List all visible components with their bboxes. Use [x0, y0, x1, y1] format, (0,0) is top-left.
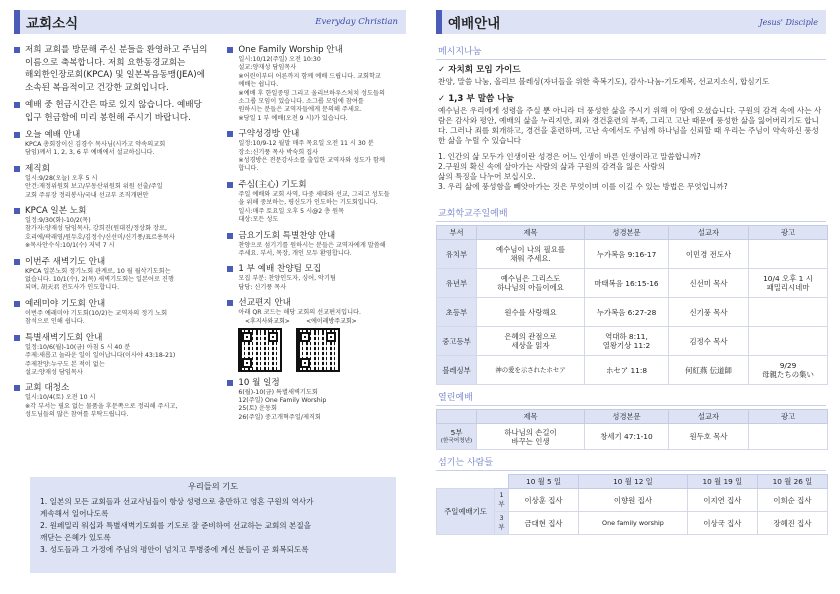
page-title: 예배안내	[448, 16, 501, 32]
news-heading: KPCA 일본 노회	[25, 206, 87, 217]
servant-cell: 이지연 집사	[687, 489, 757, 512]
news-item	[227, 230, 406, 259]
news-body: 일정:10/6(월)-10(금) 아침 5 시 40 분 주제:새롭고 놀라운 일이 일어납니다(이사야 43:18-21) 주제찬양:누구도 본 적이 없는 설교:양재성 담임목사	[25, 343, 176, 376]
divider	[436, 405, 826, 406]
preacher-cell: 신기풍 목사	[669, 298, 749, 327]
news-body: 일정:9/30(화)-10/2(목) 참가자:양재성 담임목사, 강희진(원대진/정상화 장로, 호리에/곽래영/원두호/김정수/신선미/신기풍/표르용목사 ※목사안수식:10/1(수) 저녁 7 시	[25, 217, 175, 250]
service-cell: 1부	[495, 489, 509, 512]
servant-cell: 이향원 집사	[579, 489, 688, 512]
preacher-cell: 원두호 목사	[669, 424, 749, 450]
dept-cell: 중고등부	[437, 327, 477, 356]
servant-cell: 이희순 집사	[757, 489, 827, 512]
servant-cell: 이상훈 집사	[509, 489, 579, 512]
message-heading: ✓ 1,3 부 말씀 나눔	[438, 94, 514, 104]
title-cell: 神の愛を示されたホセア	[477, 356, 585, 385]
column-header: 광고	[749, 410, 828, 424]
dept-cell	[437, 424, 477, 450]
header-accent-bar	[14, 10, 20, 34]
scripture-cell: 누가복음 6:27-28	[585, 298, 669, 327]
news-item	[14, 163, 217, 200]
dept-cell: 블레싱부	[437, 356, 477, 385]
preacher-cell: 이민경 전도사	[669, 240, 749, 269]
dept-cell: 초등부	[437, 298, 477, 327]
table-header-row	[437, 410, 828, 424]
title-cell: 예수님이 나의 필요를 채워 주세요.	[477, 240, 585, 269]
title-cell: 예수님은 그리스도 하나님의 아들이에요	[477, 269, 585, 298]
column-header: 설교자	[669, 226, 749, 240]
table-row	[437, 298, 828, 327]
column-header: 10 월 19 일	[687, 475, 757, 489]
news-body: 일정:10/9-12 월말 매주 목요일 오전 11 시 30 분 장소:신기풍 목사 박숙희 집사 ※성경방은 전문강사소를 출입한 교역자와 성도가 함께 합니다.	[238, 140, 385, 173]
news-heading: 금요기도회 특별찬양 안내	[238, 230, 336, 241]
news-item	[14, 332, 217, 378]
column-header: 성경본문	[585, 226, 669, 240]
divider	[436, 470, 826, 471]
news-heading: 이번주 새벽기도 안내	[25, 256, 106, 267]
preacher-cell: 김정수 목사	[669, 327, 749, 356]
notice-cell	[749, 240, 828, 269]
news-body: 일시:10/12(주일) 오전 10:30 설교:양재성 담임목사 ※어린이부터 어른까지 함께 예배 드립니다. 교회학교 예배는 쉽니다. ※예배 후 한일중영 그리고 올리브하우스처치 성도들의 소그룹 모임이 있습니다. 소그룹 모임에 참여를 원하시는 분들은 교역자들에게 문의해 주세요. ※당일 1 부 예배(오전 9 시)가 있습니다.	[238, 56, 385, 122]
scripture-cell: 창세기 47:1-10	[585, 424, 669, 450]
news-body: 찬양으로 섬기기를 원하시는 분들은 교역자에게 말씀해 주세요. 부서, 목장, 개인 모두 환영합니다.	[238, 241, 386, 257]
servant-cell: 이상국 집사	[687, 512, 757, 535]
table-row	[437, 512, 828, 535]
question-1: 1. 인간의 삶 모두가 인생이란 성경은 어느 인생이 바른 인생이라고 말씀합니까?	[438, 152, 701, 161]
news-heading: 제직회	[25, 163, 50, 174]
qr-code-icon[interactable]	[296, 328, 340, 372]
school-section-title: 교회학교주일예배	[438, 209, 508, 219]
scripture-cell: 역대하 8:11, 열왕기상 11:2	[585, 327, 669, 356]
table-header-row	[437, 226, 828, 240]
column-header: 설교자	[669, 410, 749, 424]
message-heading: ✓ 자치회 모임 가이드	[438, 65, 521, 75]
notice-cell	[749, 327, 828, 356]
notice-cell: 10/4 오후 1 시 패밀리시네마	[749, 269, 828, 298]
school-worship-table	[436, 225, 828, 385]
service-cell: 3부	[495, 512, 509, 535]
news-item	[14, 382, 217, 419]
news-heading: 10 월 일정	[238, 377, 280, 388]
church-news-header	[14, 10, 406, 34]
notice-cell: 9/29 母親たちの集い	[749, 356, 828, 385]
offering-line-1: 예배 중 헌금시간은 따로 있지 않습니다. 예배당	[25, 100, 202, 110]
welcome-line-4: 소속된 복음적이고 건강한 교회입니다.	[25, 82, 169, 93]
column-header: 10 월 12 일	[579, 475, 688, 489]
table-header-row	[437, 475, 828, 489]
news-body: KPCA 총회장이신 김경수 목사님(시카고 약속의교회 담임)께서 1, 2, 3, 6 부 예배에서 설교하십니다.	[25, 141, 166, 157]
news-body: 아래 QR 코드는 해당 교회의 선교편지입니다.	[238, 309, 361, 317]
question-2b: 삶의 특징을 나누어 보십시오.	[438, 172, 536, 181]
page-title: 교회소식	[26, 16, 79, 32]
news-item	[14, 298, 217, 327]
message-block	[436, 63, 826, 192]
news-heading: 구약성경방 안내	[238, 129, 300, 140]
welcome-line-2: 이름으로 축복합니다. 저희 요한동경교회는	[25, 57, 186, 68]
news-heading: 주심(主心) 기도회	[238, 179, 307, 190]
message-section-title: 메시지나눔	[438, 47, 482, 57]
servant-cell: One family worship	[579, 512, 688, 535]
news-body: 모집 부분: 찬양인도자, 싱어, 악기팀 담당: 신기풍 목사	[238, 275, 336, 291]
role-cell: 주일예배기도	[437, 489, 495, 535]
qr-labels	[227, 318, 406, 326]
open-worship-table	[436, 409, 828, 450]
question-3: 3. 우리 삶에 풍성함을 빼앗아가는 것은 무엇이며 이를 이길 수 있는 방법은 무엇입니까?	[438, 182, 728, 191]
notice-cell	[749, 424, 828, 450]
qr-code-icon[interactable]	[238, 328, 282, 372]
table-row	[437, 327, 828, 356]
news-item	[14, 256, 217, 293]
offering-note	[14, 99, 217, 124]
news-heading: 1 부 예배 찬양팀 모집	[238, 264, 322, 275]
preacher-cell: 신선미 목사	[669, 269, 749, 298]
column-header	[495, 475, 509, 489]
column-header: 광고	[749, 226, 828, 240]
header-accent-bar	[436, 10, 442, 34]
prayer-line: 계속해서 일어나도록	[40, 509, 109, 518]
column-header: 제목	[477, 410, 585, 424]
qr-label-fujisawa: <후지사와교회>	[244, 317, 290, 325]
news-heading: 특별새벽기도회 안내	[25, 332, 103, 343]
news-item	[227, 179, 406, 225]
prayer-line: 2. 원페밀리 워십과 특별새벽기도회를 기도로 잘 준비하여 선교하는 교회의 본질을	[40, 521, 312, 530]
news-body: 이번주 예레미야 기도회(10/2)는 교역자의 정기 노회 참석으로 인해 쉽니다.	[25, 309, 168, 326]
right-page	[420, 0, 840, 594]
notice-cell	[749, 298, 828, 327]
news-heading: 오늘 예배 안내	[25, 130, 81, 140]
news-body: 6(월)-10(금) 특별새벽기도회 12(주일) One Family Worship 25(토) 운동회 26(주일) 중고개혁주일/제직회	[238, 388, 327, 421]
qr-label-eire: <에이레방주교회>	[306, 317, 357, 325]
prayer-line: 깨닫는 은혜가 있도록	[40, 533, 111, 542]
serve-section-title: 섬기는 사람들	[438, 458, 494, 468]
prayer-box	[30, 477, 396, 573]
evening-section-title: 열린예배	[438, 393, 473, 403]
title-cell: 하나님의 손길이 바꾸는 인생	[477, 424, 585, 450]
column-header: 성경본문	[585, 410, 669, 424]
news-body: 주일 예배와 교회 사역, 다중 세대와 선교, 그리고 성도들 을 위해 중보하는, 평신도가 인도하는 기도회입니다. 일시:매주 토요일 오후 5 시@2 층 원목 대상:모든 성도	[238, 190, 390, 224]
scripture-cell: 누가복음 9:16-17	[585, 240, 669, 269]
prayer-title: 우리들의 기도	[187, 481, 239, 491]
offering-line-2: 입구 헌금함에 미리 봉헌해 주시기 바랍니다.	[25, 112, 191, 123]
dept-cell: 유치부	[437, 240, 477, 269]
news-body: 일시:9/28(오늘) 오후 5 시 안건:재정위원회 보고/부동산위원회 위원 선출/주일 교회 주류장 정리봉사/국내 선교부 조직개편안	[25, 174, 163, 199]
servants-table	[436, 474, 828, 535]
dept-sublabel: (한국어청년)	[440, 437, 473, 444]
question-2: 2.구원의 확신 속에 살아가는 사람의 삶과 구원의 감격을 잃은 사람의	[438, 162, 666, 171]
table-row	[437, 356, 828, 385]
news-heading: One Family Worship 안내	[238, 45, 343, 55]
column-header: 제목	[477, 226, 585, 240]
title-cell: 은혜의 관점으로 세상을 읽자	[477, 327, 585, 356]
welcome-line-3: 해외한인장로회(KPCA) 및 일본복음동맹(JEA)에	[25, 70, 205, 80]
preacher-cell: 何紅燕 伝道師	[669, 356, 749, 385]
column-header	[437, 475, 495, 489]
news-column-1	[14, 44, 217, 427]
message-paragraph: 찬양, 말씀 나눔, 올리브 블레싱(자녀들을 위한 축복기도), 감사-나눔-기도제목, 선교지소식, 합심기도	[438, 77, 770, 86]
news-item	[14, 205, 217, 251]
table-row	[437, 489, 828, 512]
message-paragraph: 예수님은 우리에게 성령을 주실 뿐 아니라 더 풍성한 삶을 주시기 위해 이 땅에 오셨습니다. 구원의 감격 속에 사는 사람은 감사와 평안, 예배의 삶을 누리지만, 죄와 경건훈련의 부족, 그리고 고난 때문에 풍성한 삶을 잃어버리기도 합니다. 그러나 죄를 회개하고, 경건을 훈련하며, 고난 속에서도 주님께 하나님을 신뢰할 때 우리는 주님이 약속하신 풍성한 삶을 누릴 수 있습니다	[438, 106, 822, 145]
news-item	[227, 128, 406, 174]
dept-label: 5부	[450, 427, 463, 437]
column-header	[437, 410, 477, 424]
news-heading: 예레미야 기도회 안내	[25, 298, 106, 309]
title-cell: 원수를 사랑해요	[477, 298, 585, 327]
news-item	[14, 129, 217, 158]
dept-cell: 유년부	[437, 269, 477, 298]
servant-cell: 금대현 집사	[509, 512, 579, 535]
news-body: KPCA 일본노회 정기노회 관계로, 10 월 월삭기도회는 없습니다. 10/1(수), 2(목) 새벽기도회는 일본어로 진행 되며, 胡天君 전도사가 인도합니다.	[25, 267, 174, 292]
welcome-note	[14, 44, 217, 94]
news-column-2	[227, 44, 406, 427]
table-row	[437, 240, 828, 269]
qr-codes	[227, 328, 406, 372]
news-heading: 교회 대청소	[25, 383, 70, 394]
welcome-line-1: 저희 교회를 방문해 주신 분들을 환영하고 주님의	[25, 45, 208, 55]
servant-cell: 장혜진 집사	[757, 512, 827, 535]
divider	[436, 59, 826, 60]
table-row	[437, 269, 828, 298]
news-item	[227, 263, 406, 292]
prayer-line: 3. 성도들과 그 가정에 주님의 평안이 넘치고 투병중에 계신 분들이 곧 회복되도록	[40, 545, 309, 554]
page-subtitle: Everyday Christian	[315, 17, 398, 27]
page-subtitle: Jesus' Disciple	[759, 17, 818, 27]
news-body: 일시:10/4(토) 오전 10 시 ※각 부서는 필요 없는 물품을 후문쪽으로 정리해 주시고, 성도님들의 많은 참여를 부탁드립니다.	[25, 394, 178, 419]
news-item	[227, 377, 406, 423]
prayer-line: 1. 일본의 모든 교회들과 선교사님들이 항상 성령으로 충만하고 영혼 구원의 역사가	[40, 497, 314, 506]
news-heading: 선교편지 안내	[238, 298, 291, 309]
divider	[436, 221, 826, 222]
table-row	[437, 424, 828, 450]
column-header: 10 월 26 일	[757, 475, 827, 489]
scripture-cell: ホセア 11:8	[585, 356, 669, 385]
news-item	[227, 44, 406, 123]
column-header: 부서	[437, 226, 477, 240]
news-item	[227, 297, 406, 371]
scripture-cell: 마태복음 16:15-16	[585, 269, 669, 298]
worship-header	[436, 10, 826, 34]
column-header: 10 월 5 일	[509, 475, 579, 489]
